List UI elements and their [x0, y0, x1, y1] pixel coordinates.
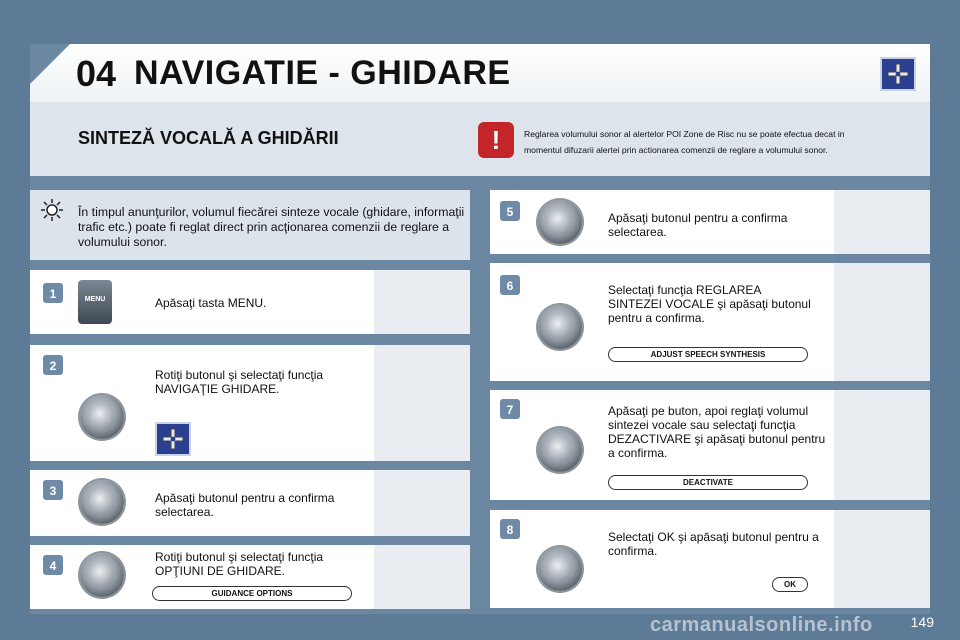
console-thumbnail [834, 190, 930, 254]
console-thumbnail [374, 345, 470, 461]
navigation-cross-icon [155, 422, 191, 456]
rotary-knob-icon [538, 547, 582, 591]
rotary-knob-icon [538, 428, 582, 472]
tip-text: În timpul anunţurilor, volumul fiecărei sinteze vocale (ghidare, informaţii trafic etc.) poate fi reglat direct prin acţionarea comenzii de reglare a volumului sonor. [78, 205, 465, 249]
step-8-text: Selectaţi OK şi apăsaţi butonul pentru a confirma. [608, 530, 819, 558]
sun-icon [40, 198, 64, 222]
rotary-knob-icon [538, 200, 582, 244]
adjust-speech-synthesis-label: ADJUST SPEECH SYNTHESIS [608, 347, 808, 362]
step-6-text: Selectaţi funcţia REGLAREA SINTEZEI VOCALE şi apăsaţi butonul pentru a confirma. [608, 283, 811, 325]
step-5-text: Apăsaţi butonul pentru a confirma selectarea. [608, 211, 788, 239]
step-1-text: Apăsaţi tasta MENU. [155, 296, 267, 310]
step-number: 7 [499, 398, 521, 420]
step-4-text: Rotiţi butonul şi selectaţi funcţia OPŢIUNI DE GHIDARE. [155, 550, 324, 578]
exclamation-icon: ! [478, 122, 514, 158]
navigation-cross-icon [880, 57, 916, 91]
rotary-knob-icon [80, 480, 124, 524]
step-3-text: Apăsaţi butonul pentru a confirma selectarea. [155, 491, 335, 519]
step-number: 6 [499, 274, 521, 296]
console-thumbnail [834, 510, 930, 608]
step-number: 8 [499, 518, 521, 540]
console-thumbnail [834, 263, 930, 381]
section-title: SINTEZĂ VOCALĂ A GHIDĂRII [78, 128, 339, 148]
step-number: 5 [499, 200, 521, 222]
console-thumbnail [374, 545, 470, 609]
page-title: NAVIGATIE - GHIDARE [134, 54, 511, 92]
step-7-text: Apăsaţi pe buton, apoi reglaţi volumul sintezei vocale sau selectaţi funcţia DEZACTIVARE şi apăsaţi butonul pentru a confirma. [608, 404, 826, 460]
menu-key-icon [78, 280, 112, 324]
step-number: 4 [42, 554, 64, 576]
console-thumbnail [374, 470, 470, 536]
chapter-number: 04 [76, 53, 117, 94]
rotary-knob-icon [80, 395, 124, 439]
page-number: 149 [910, 614, 934, 630]
console-thumbnail [834, 390, 930, 500]
menu-key-label: MENU [84, 296, 106, 303]
deactivate-label: DEACTIVATE [608, 475, 808, 490]
ok-label: OK [772, 577, 808, 592]
warning-text: Reglarea volumului sonor al alertelor POI Zone de Risc nu se poate efectua decat in momentul difuzarii alertei prin actionarea comenzii de reglare a volumului sonor. [524, 129, 845, 155]
console-thumbnail [374, 270, 470, 334]
rotary-knob-icon [538, 305, 582, 349]
step-number: 3 [42, 479, 64, 501]
rotary-knob-icon [80, 553, 124, 597]
step-number: 2 [42, 354, 64, 376]
guidance-options-label: GUIDANCE OPTIONS [152, 586, 352, 601]
step-number: 1 [42, 282, 64, 304]
watermark-text: carmanualsonline.info [650, 614, 873, 636]
step-2-text: Rotiţi butonul şi selectaţi funcţia NAVIGAŢIE GHIDARE. [155, 368, 324, 396]
